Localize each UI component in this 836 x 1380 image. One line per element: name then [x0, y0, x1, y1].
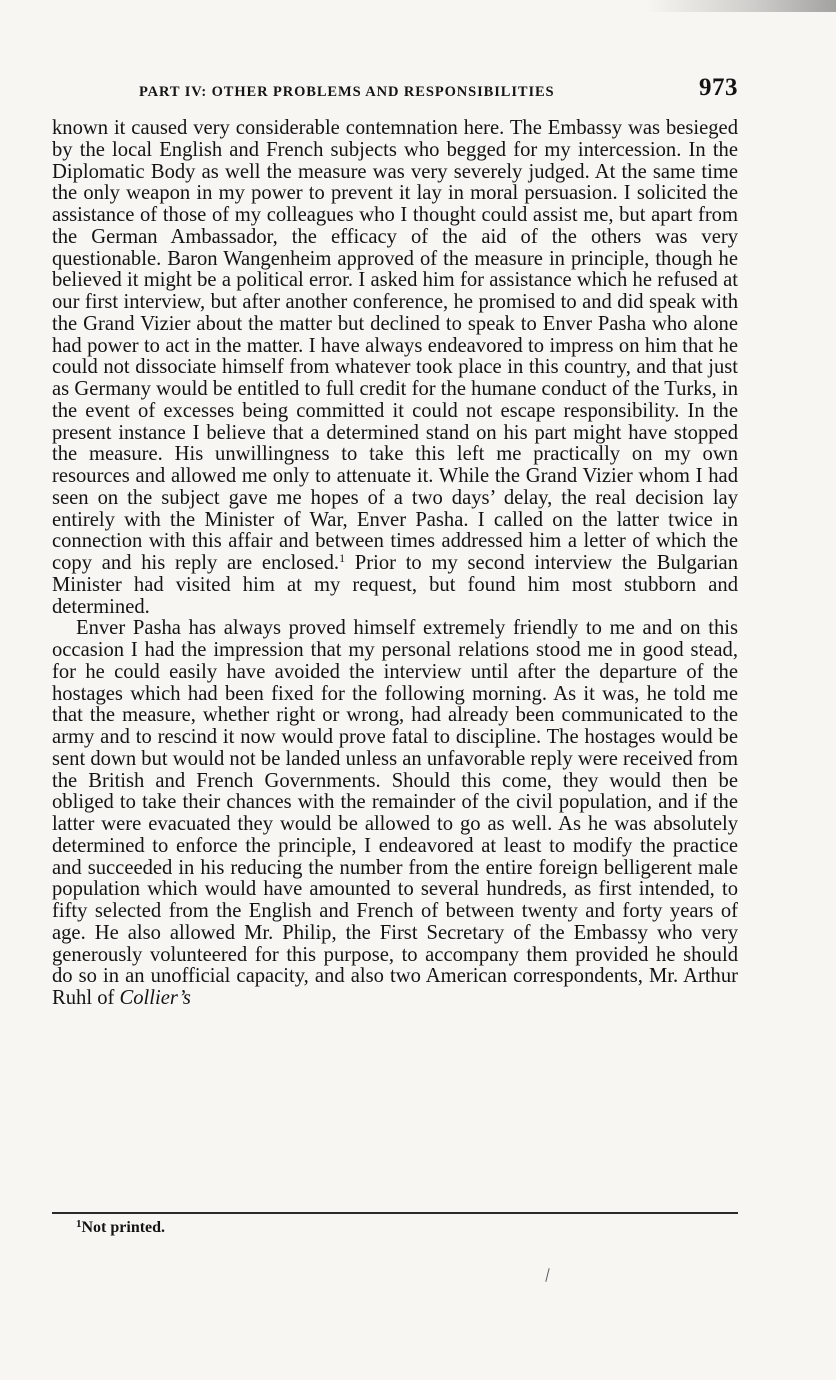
footnote — [76, 1219, 165, 1237]
body-text — [52, 118, 738, 1010]
paragraph-1 — [52, 118, 738, 618]
running-title: PART IV: OTHER PROBLEMS AND RESPONSIBILITIES — [139, 84, 555, 100]
paragraph-2 — [52, 618, 738, 1010]
footnote-text: Not printed. — [81, 1219, 166, 1236]
scan-edge-shadow — [646, 0, 836, 12]
page-number: 973 — [699, 74, 738, 101]
paragraph-1-text: known it caused very considerable contemnation here. The Embassy was besieged by the local English and French subjects who begged for my intercession. In the Diplomatic Body as well the measure was very severely judged. At the same time the only weapon in my power to prevent it lay in moral persuasion. I solicited the assistance of those of my colleagues who I thought could assist me, but apart from the German Ambassador, the efficacy of the aid of the others was very questionable. Baron Wangenheim approved of the measure in principle, though he believed it might be a political error. I asked him for assistance which he refused at our first interview, but after another conference, he promised to and did speak with the Grand Vizier about the matter but declined to speak to Enver Pasha who alone had power to act in the matter. I have always endeavored to impress on him that he could not dissociate himself from whatever took place in this country, and that just as Germany would be entitled to full credit for the humane conduct of the Turks, in the event of excesses being committed it could not escape responsibility. In the present instance I believe that a determined stand on his part might have stopped the measure. His unwillingness to take this left me practically on my own resources and allowed me only to attenuate it. While the Grand Vizier whom I had seen on the subject gave me hopes of a two days’ delay, the real decision lay entirely with the Minister of War, Enver Pasha. I called on the latter twice in connection with this affair and between times addressed him a letter of which the copy and his reply are enclosed. — [52, 117, 738, 574]
paragraph-1-text-continued: Prior to my second interview the Bulgarian Minister had visited him at my request, but found him most stubborn and determined. — [52, 552, 738, 618]
footnote-marker: 1 — [76, 1218, 82, 1230]
stray-pencil-mark — [545, 1268, 549, 1282]
book-page — [52, 70, 738, 1010]
publication-name: Collier’s — [119, 987, 191, 1009]
footnote-rule — [52, 1212, 738, 1214]
paragraph-2-text: Enver Pasha has always proved himself extremely friendly to me and on this occasion I had the impression that my personal relations stood me in good stead, for he could easily have avoided the interview until after the departure of the hostages which had been fixed for the following morning. As it was, he told me that the measure, whether right or wrong, had already been communicated to the army and to rescind it now would prove fatal to discipline. The hostages would be sent down but would not be landed unless an unfavorable reply were received from the British and French Governments. Should this come, they would then be obliged to take their chances with the remainder of the civil population, and if the latter were evacuated they would be allowed to go as well. As he was absolutely determined to enforce the principle, I endeavored at least to modify the practice and succeeded in his reducing the number from the entire foreign belligerent male population which would have amounted to several hundreds, as first intended, to fifty selected from the English and French of between twenty and forty years of age. He also allowed Mr. Philip, the First Secretary of the Embassy who very generously volunteered for this purpose, to accompany them provided he should do so in an unofficial capacity, and also two American correspondents, Mr. Arthur Ruhl of — [52, 617, 738, 1009]
running-head — [52, 70, 738, 112]
footnote-reference: 1 — [339, 551, 346, 565]
